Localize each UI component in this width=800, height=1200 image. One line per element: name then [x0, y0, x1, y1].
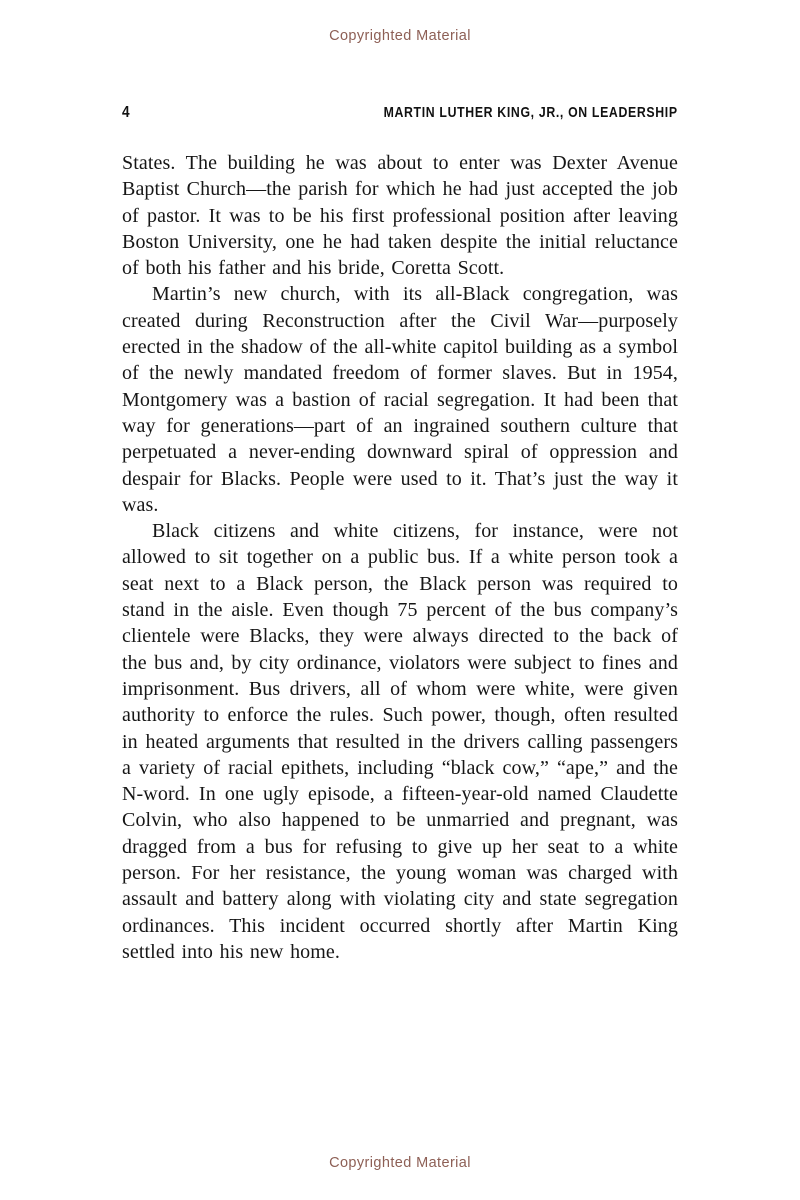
paragraph: Black citizens and white citizens, for instance, were not allowed to sit together on a public bus. If a white person took a seat next to a Black person, the Black person was required to stand in the aisle. Even though 75 percent of the bus company’s clientele were Blacks, they were always directed to the back of the bus and, by city ordinance, violators were subject to fines and imprisonment. Bus drivers, all of whom were white, were given authority to enforce the rules. Such power, though, often resulted in heated arguments that resulted in the drivers calling passengers a variety of racial epithets, including “black cow,” “ape,” and the N-word. In one ugly episode, a fifteen-year-old named Claudette Colvin, who also happened to be unmarried and pregnant, was dragged from a bus for refusing to give up her seat to a white person. For her resistance, the young woman was charged with assault and battery along with violating city and state segregation ordinances. This incident occurred shortly after Martin King settled into his new home. — [122, 520, 678, 963]
copyright-notice-bottom: Copyrighted Material — [329, 1155, 471, 1171]
running-header — [122, 104, 678, 122]
paragraph: States. The building he was about to enter was Dexter Avenue Baptist Church—the parish for which he had just accepted the job of pastor. It was to be his first professional position after leaving Boston University, one he had taken despite the initial reluctance of both his father and his bride, Coretta Scott. — [122, 152, 678, 280]
copyright-notice-top: Copyrighted Material — [329, 28, 471, 44]
running-title: MARTIN LUTHER KING, JR., ON LEADERSHIP — [383, 104, 678, 121]
page-number: 4 — [122, 104, 130, 121]
paragraph: Martin’s new church, with its all-Black congregation, was created during Reconstruction after the Civil War—purposely erected in the shadow of the all-white capitol building as a symbol of the newly mandated freedom of former slaves. But in 1954, Montgomery was a bastion of racial segregation. It had been that way for generations—part of an ingrained southern culture that perpetuated a never-ending downward spiral of oppression and despair for Blacks. People were used to it. That’s just the way it was. — [122, 283, 678, 516]
page-body — [122, 150, 678, 965]
